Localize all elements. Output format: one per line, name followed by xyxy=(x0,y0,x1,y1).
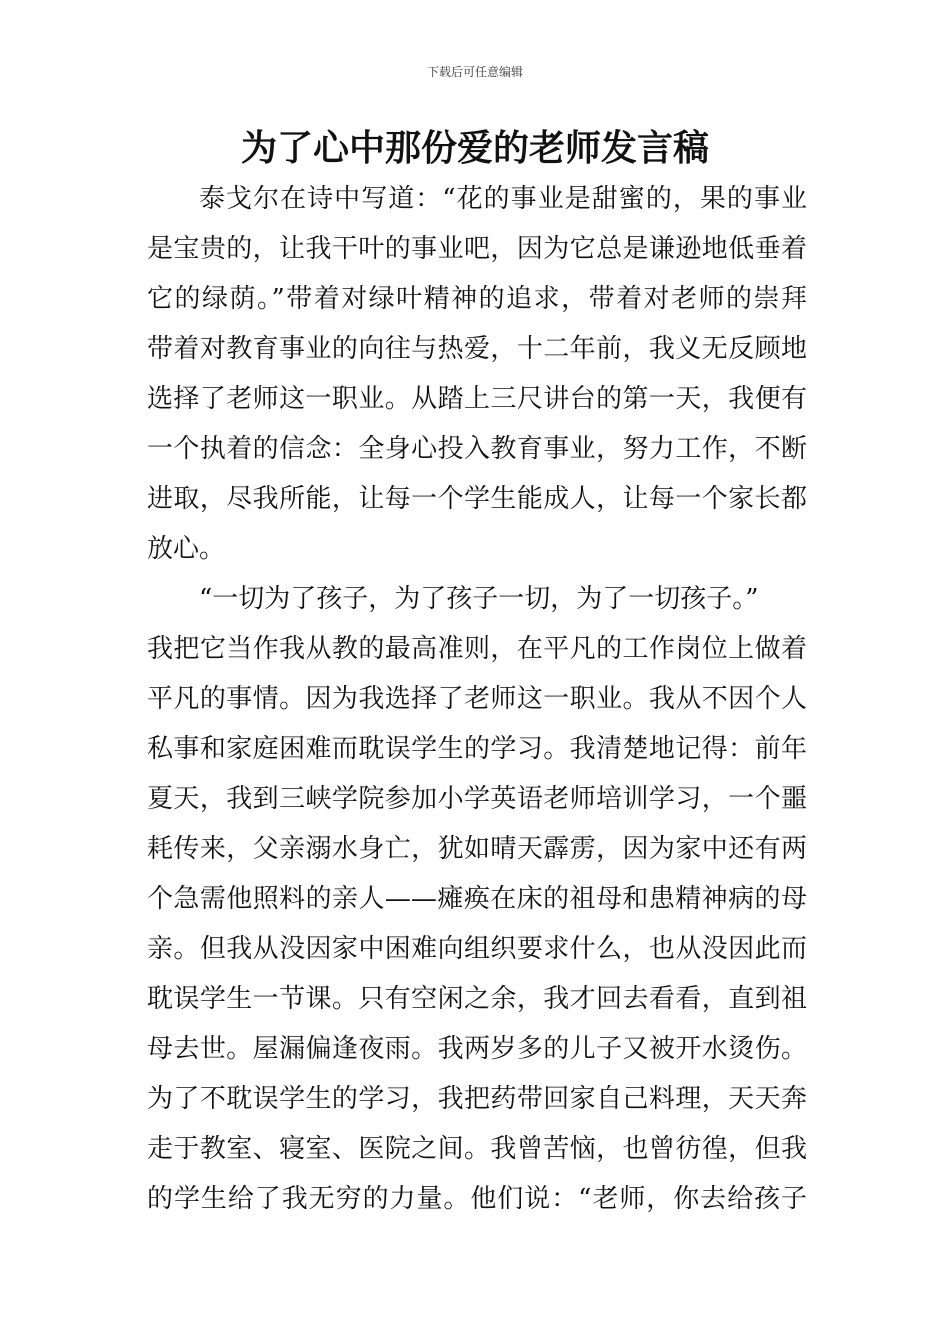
text-line: 亲。但我从没因家中困难向组织要求什么，也从没因此而 xyxy=(147,934,807,964)
document-body xyxy=(147,174,807,1224)
text-line: 母去世。屋漏偏逢夜雨。我两岁多的儿子又被开水烫伤。 xyxy=(147,1034,807,1064)
text-line: 带着对教育事业的向往与热爱，十二年前，我义无反顾地 xyxy=(147,334,807,364)
text-line: 私事和家庭困难而耽误学生的学习。我清楚地记得：前年 xyxy=(147,734,807,764)
text-line: 夏天，我到三峡学院参加小学英语老师培训学习，一个噩 xyxy=(147,784,807,814)
text-line: 泰戈尔在诗中写道：“花的事业是甜蜜的，果的事业 xyxy=(199,184,807,214)
text-line: 进取，尽我所能，让每一个学生能成人，让每一个家长都 xyxy=(147,484,807,514)
text-line: 它的绿荫。”带着对绿叶精神的追求，带着对老师的崇拜 xyxy=(147,284,807,314)
text-line: 走于教室、寝室、医院之间。我曾苦恼，也曾彷徨，但我 xyxy=(147,1134,807,1164)
paragraph-2 xyxy=(147,574,807,1224)
text-line: 为了不耽误学生的学习，我把药带回家自己料理，天天奔 xyxy=(147,1084,807,1114)
text-line: 耽误学生一节课。只有空闲之余，我才回去看看，直到祖 xyxy=(147,984,807,1014)
text-line: “一切为了孩子，为了孩子一切，为了一切孩子。” xyxy=(199,584,759,614)
text-line: 耗传来，父亲溺水身亡，犹如晴天霹雳，因为家中还有两 xyxy=(147,834,807,864)
text-line: 选择了老师这一职业。从踏上三尺讲台的第一天，我便有 xyxy=(147,384,807,414)
text-line: 的学生给了我无穷的力量。他们说：“老师，你去给孩子 xyxy=(147,1184,807,1214)
header-note: 下载后可任意编辑 xyxy=(426,65,523,79)
text-line: 放心。 xyxy=(147,534,226,564)
text-line: 我把它当作我从教的最高准则，在平凡的工作岗位上做着 xyxy=(147,634,807,664)
paragraph-1 xyxy=(147,174,807,574)
text-line: 平凡的事情。因为我选择了老师这一职业。我从不因个人 xyxy=(147,684,807,714)
text-line: 个急需他照料的亲人——瘫痪在床的祖母和患精神病的母 xyxy=(147,884,807,914)
document-title: 为了心中那份爱的老师发言稿 xyxy=(240,128,709,169)
text-line: 一个执着的信念：全身心投入教育事业，努力工作，不断 xyxy=(147,434,807,464)
text-line: 是宝贵的，让我干叶的事业吧，因为它总是谦逊地低垂着 xyxy=(147,234,807,264)
